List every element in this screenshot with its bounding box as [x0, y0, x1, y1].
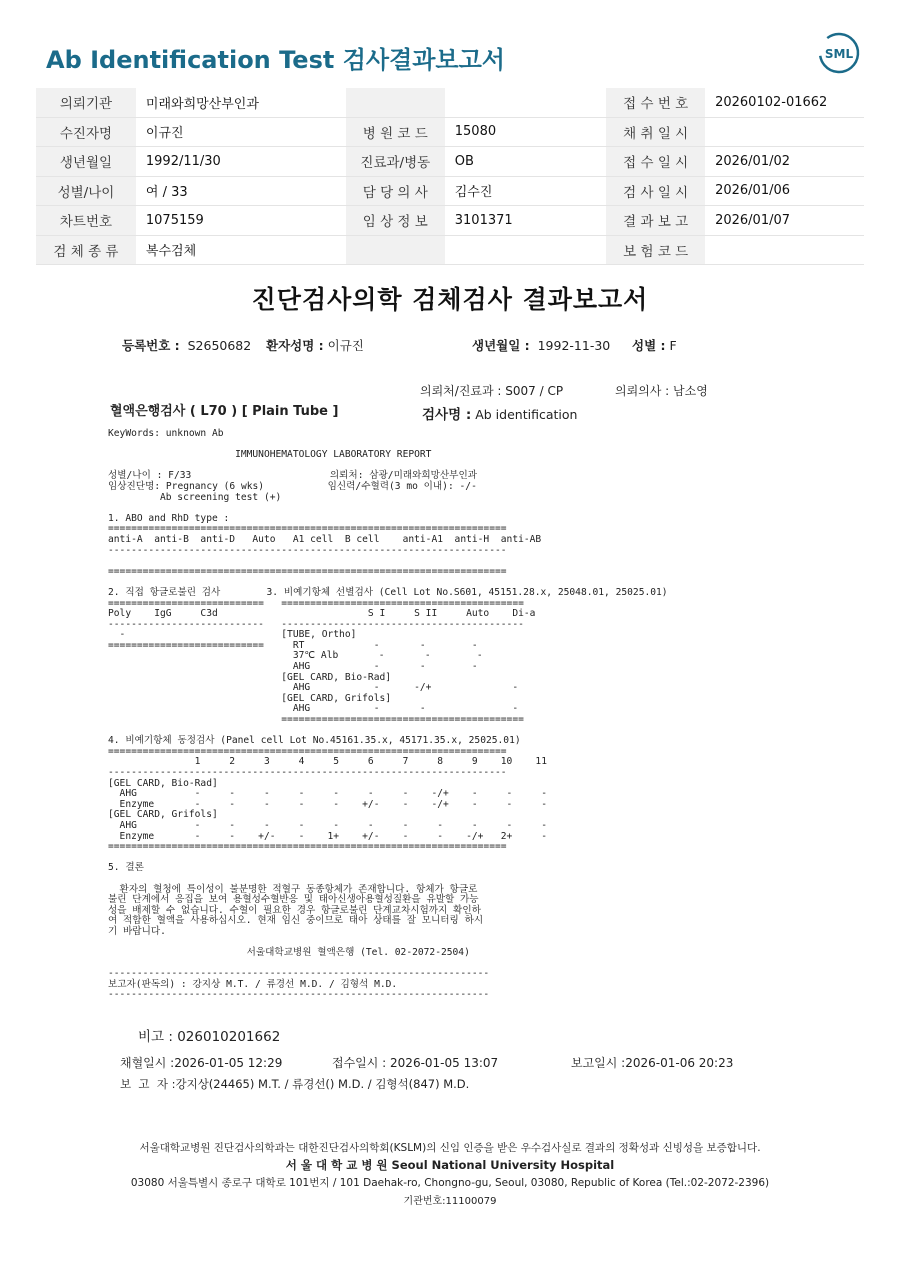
info-label: 채 취 일 시 [606, 117, 705, 147]
report-line: =========================== RT - - - [108, 639, 478, 651]
report-line: [GEL CARD, Bio-Rad] [108, 671, 392, 683]
report-line: 불린 단계에서 응집을 보여 용혈성수혈반응 및 태아신생아용혈성질환을 유발할 가능 [108, 894, 479, 906]
info-label [346, 235, 445, 265]
test-name: 검사명 : Ab identification [422, 407, 578, 423]
info-row [36, 147, 864, 177]
report-line: 5. 결론 [108, 862, 144, 874]
remark: 비고 : 026010201662 [138, 1029, 281, 1045]
report-line: 4. 비예기항체 동정검사 (Panel cell Lot No.45161.35.x, 45171.35.x, 25025.01) [108, 735, 521, 747]
info-value: 2026/01/07 [705, 206, 864, 236]
report-line: ===================================================================== [108, 841, 507, 853]
info-label: 진료과/병동 [346, 147, 445, 177]
report-line: AHG - - - [108, 703, 519, 715]
info-label: 차트번호 [36, 206, 136, 236]
info-label: 결 과 보 고 [606, 206, 705, 236]
info-value: 20260102-01662 [705, 88, 864, 117]
info-value: 여 / 33 [136, 176, 346, 206]
info-label: 검 사 일 시 [606, 176, 705, 206]
info-value: 김수진 [445, 176, 607, 206]
lab-report-text [108, 428, 668, 1000]
info-value [705, 235, 864, 265]
birth-date: 생년월일 : 1992-11-30 [472, 338, 611, 353]
report-line: anti-A anti-B anti-D Auto A1 cell B cell anti-A1 anti-H anti-AB [108, 533, 542, 545]
report-line [108, 576, 668, 587]
report-line: ------------------------------------------------------------------ [108, 989, 490, 1001]
report-line [108, 555, 668, 566]
report-line: [GEL CARD, Bio-Rad] [108, 777, 218, 789]
patient-name: 환자성명 : 이규진 [266, 338, 364, 353]
info-label [346, 88, 445, 117]
report-line [108, 439, 668, 450]
info-value [705, 117, 864, 147]
info-label: 임 상 정 보 [346, 206, 445, 236]
report-line: ===================================================================== [108, 523, 507, 535]
info-value: 2026/01/02 [705, 147, 864, 177]
info-value: 이규진 [136, 117, 346, 147]
info-value: 복수검체 [136, 235, 346, 265]
logo-text: SML [824, 47, 854, 61]
info-value: OB [445, 147, 607, 177]
report-line [108, 937, 668, 948]
report-line: =========================== ========================================== [108, 597, 524, 609]
report-line: 임상진단명: Pregnancy (6 wks) 임신력/수혈력(3 mo 이내): -/- [108, 480, 477, 492]
report-line: IMMUNOHEMATOLOGY LABORATORY REPORT [108, 449, 432, 461]
requesting-doctor: 의뢰의사 : 남소영 [615, 384, 708, 398]
sex: 성별 : F [632, 338, 677, 353]
collect-time: 채혈일시 :2026-01-05 12:29 [120, 1056, 283, 1070]
report-line: AHG - -/+ - [108, 682, 519, 694]
report-line [108, 502, 668, 513]
info-label: 의뢰기관 [36, 88, 136, 117]
info-value: 미래와희망산부인과 [136, 88, 346, 117]
info-row [36, 88, 864, 117]
report-line [108, 873, 668, 884]
report-header-title: Ab Identification Test 검사결과보고서 [46, 46, 505, 74]
report-line [108, 460, 668, 471]
report-line: 성별/나이 : F/33 의뢰처: 삼광/미래와희망산부인과 [108, 470, 477, 482]
info-label: 성별/나이 [36, 176, 136, 206]
report-line: 37℃ Alb - - - [108, 650, 483, 662]
info-label: 생년월일 [36, 147, 136, 177]
info-value: 1992/11/30 [136, 147, 346, 177]
patient-info-table [36, 88, 864, 265]
report-line [108, 958, 668, 969]
report-line: 1. ABO and RhD type : [108, 512, 230, 524]
report-line: ------------------------------------------------------------------ [108, 968, 490, 980]
report-line [108, 725, 668, 736]
report-line: 보고자(판독의) : 강지상 M.T. / 류경선 M.D. / 김형석 M.D. [108, 978, 398, 990]
info-row [36, 117, 864, 147]
report-line: KeyWords: unknown Ab [108, 428, 224, 439]
info-label: 병 원 코 드 [346, 117, 445, 147]
info-value: 15080 [445, 117, 607, 147]
report-time: 보고일시 :2026-01-06 20:23 [571, 1056, 734, 1070]
report-line: 2. 직접 항글로불린 검사 3. 비예기항체 선별검사 (Cell Lot No.S601, 45151.28.x, 25048.01, 25025.01) [108, 586, 668, 598]
report-line: Enzyme - - - - - +/- - -/+ - - - [108, 798, 547, 810]
info-value [445, 88, 607, 117]
report-line: 환자의 혈청에 특이성이 불분명한 적혈구 동종항체가 존재합니다. 항체가 항글로 [108, 883, 478, 895]
info-value: 2026/01/06 [705, 176, 864, 206]
footer-accreditation: 서울대학교병원 진단검사의학과는 대한진단검사의학회(KSLM)의 신임 인증을 받은 우수검사실로 결과의 정확성과 신빙성을 보증합니다. [139, 1142, 761, 1154]
info-row [36, 235, 864, 265]
reg-number: 등록번호 : S2650682 [122, 338, 252, 353]
info-value: 1075159 [136, 206, 346, 236]
report-line: Enzyme - - +/- - 1+ +/- - - -/+ 2+ - [108, 830, 547, 842]
report-line: 성을 배제할 수 없습니다. 수혈이 필요한 경우 항글로불린 단계교차시험까지 확인하 [108, 904, 481, 916]
report-line: ========================================== [108, 714, 524, 726]
footer-hospital: 서 울 대 학 교 병 원 Seoul National University Hospital [285, 1158, 615, 1172]
report-line: ===================================================================== [108, 565, 507, 577]
report-line: 1 2 3 4 5 6 7 8 9 10 11 [108, 756, 547, 768]
footer-address: 03080 서울특별시 종로구 대학로 101번지 / 101 Daehak-ro, Chongno-gu, Seoul, 03080, Republic of Korea (Tel.:02-2072-2396) [130, 1177, 770, 1189]
report-line: [GEL CARD, Grifols] [108, 692, 392, 704]
report-line: --------------------------------------------------------------------- [108, 767, 507, 778]
info-label: 접 수 일 시 [606, 147, 705, 177]
report-line: AHG - - - [108, 661, 478, 673]
report-line: Poly IgG C3d S I S II Auto Di-a [108, 608, 536, 620]
test-title: 혈액은행검사 ( L70 ) [ Plain Tube ] [110, 404, 339, 419]
info-value: 3101371 [445, 206, 607, 236]
report-line: ===================================================================== [108, 745, 507, 757]
info-row [36, 206, 864, 236]
requesting-dept: 의뢰처/진료과 : S007 / CP [420, 384, 564, 398]
report-line: AHG - - - - - - - - - - - [108, 819, 547, 831]
info-row [36, 176, 864, 206]
footer-institution-code: 기관번호:11100079 [403, 1196, 497, 1207]
info-label: 접 수 번 호 [606, 88, 705, 117]
info-value [445, 235, 607, 265]
document-title: 진단검사의학 검체검사 결과보고서 [251, 285, 649, 314]
reporters: 보 고 자 :강지상(24465) M.T. / 류경선() M.D. / 김형석(847) M.D. [120, 1077, 470, 1091]
sml-logo-icon [818, 32, 860, 74]
report-line: --------------------------------------------------------------------- [108, 544, 507, 556]
report-line: [GEL CARD, Grifols] [108, 809, 218, 821]
report-line: AHG - - - - - - - -/+ - - - [108, 788, 547, 800]
report-line: - [TUBE, Ortho] [108, 629, 357, 641]
info-label: 검 체 종 류 [36, 235, 136, 265]
info-label: 보 험 코 드 [606, 235, 705, 265]
receive-time: 접수일시 : 2026-01-05 13:07 [332, 1056, 499, 1070]
info-label: 수진자명 [36, 117, 136, 147]
report-line: 기 바랍니다. [108, 925, 166, 937]
report-line [108, 852, 668, 863]
report-line: --------------------------- ------------------------------------------ [108, 618, 524, 630]
report-line: 서울대학교병원 혈액은행 (Tel. 02-2072-2504) [108, 947, 470, 959]
report-line: 여 적합한 혈액을 사용하십시오. 현재 임신 중이므로 태아 상태를 잘 모니터링 하시 [108, 915, 484, 927]
report-line: Ab screening test (+) [108, 491, 282, 503]
info-label: 담 당 의 사 [346, 176, 445, 206]
